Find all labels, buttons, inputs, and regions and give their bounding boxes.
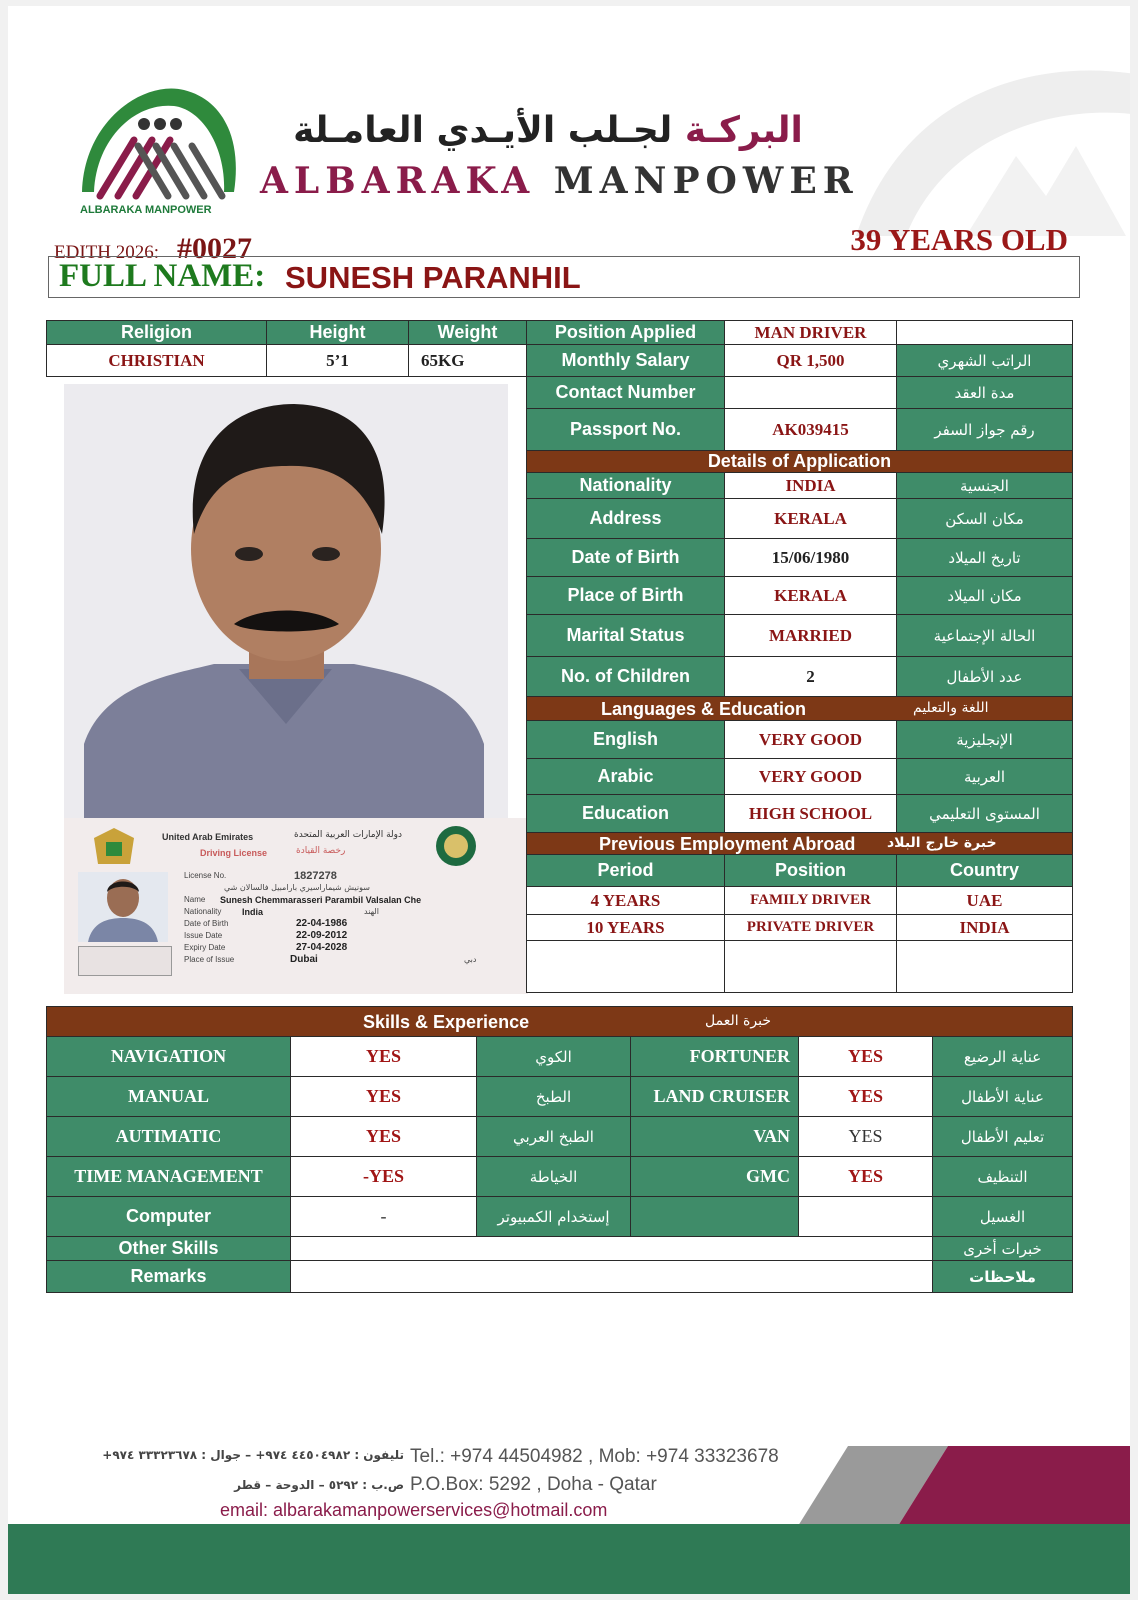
languages-section-title <box>527 697 1073 721</box>
vehicle-name <box>631 1197 799 1237</box>
remarks-label: Remarks <box>47 1261 291 1293</box>
employment-section-title <box>527 833 1073 855</box>
license-name-ar: سونيش شيماراسيري بارامبيل فالسالان شي <box>224 883 370 892</box>
cv-page <box>8 6 1130 1594</box>
footer-band <box>8 1524 1130 1594</box>
detail-value: 2 <box>725 657 897 697</box>
detail-label: Nationality <box>527 473 725 499</box>
detail-ar: الحالة الإجتماعية <box>897 615 1073 657</box>
uae-emblem-icon <box>84 824 144 868</box>
remarks-ar: ملاحظات <box>933 1261 1073 1293</box>
application-details-table <box>526 320 1073 993</box>
brand-en-main: ALBARAKA <box>260 160 536 202</box>
detail-value: KERALA <box>725 499 897 539</box>
license-field-name: Name <box>184 895 206 904</box>
language-label: Arabic <box>527 759 725 795</box>
license-nationality: India <box>242 907 264 917</box>
license-expiry-date: 27-04-2028 <box>296 942 348 953</box>
vehicle-value: YES <box>799 1037 933 1077</box>
license-place: Dubai <box>290 954 318 965</box>
detail-value: KERALA <box>725 577 897 615</box>
employment-period: 4 YEARS <box>527 887 725 915</box>
remarks-value <box>291 1261 933 1293</box>
license-field-issue: Issue Date <box>184 931 223 940</box>
skill-name: NAVIGATION <box>47 1037 291 1077</box>
skill-ar: تعليم الأطفال <box>933 1117 1073 1157</box>
skill-ar: الطبخ <box>477 1077 631 1117</box>
passport-label: Passport No. <box>527 409 725 451</box>
gcc-emblem-icon <box>420 824 492 868</box>
detail-ar: الجنسية <box>897 473 1073 499</box>
religion-value: CHRISTIAN <box>47 345 267 377</box>
religion-header: Religion <box>47 321 267 345</box>
language-ar: الإنجليزية <box>897 721 1073 759</box>
detail-value: INDIA <box>725 473 897 499</box>
position-applied-empty <box>897 321 1073 345</box>
languages-title-ar: اللغة والتعليم <box>913 700 989 716</box>
license-field-expiry: Expiry Date <box>184 943 226 952</box>
detail-ar: مكان الميلاد <box>897 577 1073 615</box>
language-ar: العربية <box>897 759 1073 795</box>
language-ar: المستوى التعليمي <box>897 795 1073 833</box>
monthly-salary-label: Monthly Salary <box>527 345 725 377</box>
license-place-ar: دبي <box>464 955 477 964</box>
detail-value: MARRIED <box>725 615 897 657</box>
skill-value: YES <box>291 1037 477 1077</box>
license-nationality-ar: الهند <box>364 907 379 916</box>
logo-caption: ALBARAKA MANPOWER <box>80 204 212 216</box>
employment-empty <box>725 941 897 993</box>
position-applied-label: Position Applied <box>527 321 725 345</box>
license-number: 1827278 <box>294 870 337 882</box>
footer-phone: Tel.: +974 44504982 , Mob: +974 33323678 <box>410 1446 779 1467</box>
skill-value: - <box>291 1197 477 1237</box>
license-holder-name: Sunesh Chemmarasseri Parambil Valsalan Che <box>220 895 422 905</box>
employment-empty <box>897 941 1073 993</box>
monthly-salary-ar: الراتب الشهري <box>897 345 1073 377</box>
license-dob: 22-04-1986 <box>296 918 348 929</box>
monthly-salary-value: QR 1,500 <box>725 345 897 377</box>
full-name-value: SUNESH PARANHIL <box>285 260 581 295</box>
license-issue-date: 22-09-2012 <box>296 930 348 941</box>
detail-label: No. of Children <box>527 657 725 697</box>
other-skills-value <box>291 1237 933 1261</box>
employment-empty <box>527 941 725 993</box>
license-photo <box>78 872 168 942</box>
skills-table <box>46 1006 1073 1293</box>
detail-ar: مكان السكن <box>897 499 1073 539</box>
employment-position: FAMILY DRIVER <box>725 887 897 915</box>
weight-value: 65KG <box>409 345 527 377</box>
license-field-license: License No. <box>184 871 227 880</box>
vehicle-value <box>799 1197 933 1237</box>
reference-number: #0027 <box>177 232 253 265</box>
contact-number-ar: مدة العقد <box>897 377 1073 409</box>
full-name-box <box>48 256 1080 298</box>
detail-value: 15/06/1980 <box>725 539 897 577</box>
vehicle-name: GMC <box>631 1157 799 1197</box>
footer-phone-ar: تليفون : ٤٤٥٠٤٩٨٢ ٩٧٤+ – جوال : ٣٣٣٢٣٦٧٨ ٩٧٤+ <box>102 1448 404 1462</box>
brand-name-english <box>260 160 859 202</box>
language-value: VERY GOOD <box>725 759 897 795</box>
height-header: Height <box>267 321 409 345</box>
period-header: Period <box>527 855 725 887</box>
license-title-ar: رخصة القيادة <box>296 846 346 856</box>
skill-value: -YES <box>291 1157 477 1197</box>
footer-pobox-ar: ص.ب : ٥٢٩٢ – الدوحة – قطر <box>234 1478 404 1492</box>
detail-label: Marital Status <box>527 615 725 657</box>
skills-section-title <box>47 1007 1073 1037</box>
skill-value: YES <box>291 1117 477 1157</box>
license-field-place: Place of Issue <box>184 955 235 964</box>
brand-ar-sub: لجـلب الأيـدي العامـلة <box>293 110 673 151</box>
detail-label: Place of Birth <box>527 577 725 615</box>
skill-name: Computer <box>47 1197 291 1237</box>
albaraka-logo <box>74 80 244 220</box>
weight-header: Weight <box>409 321 527 345</box>
other-skills-label: Other Skills <box>47 1237 291 1261</box>
passport-value: AK039415 <box>725 409 897 451</box>
watermark-logo <box>846 46 1130 236</box>
skills-title-ar: خبرة العمل <box>705 1013 771 1029</box>
vehicle-value: YES <box>799 1157 933 1197</box>
license-country-en: United Arab Emirates <box>162 832 254 842</box>
language-value: VERY GOOD <box>725 721 897 759</box>
language-label: Education <box>527 795 725 833</box>
employment-title-en: Previous Employment Abroad <box>599 834 856 854</box>
skill-name: TIME MANAGEMENT <box>47 1157 291 1197</box>
detail-label: Date of Birth <box>527 539 725 577</box>
skill-value: YES <box>291 1077 477 1117</box>
skill-ar: التنظيف <box>933 1157 1073 1197</box>
vehicle-value: YES <box>799 1117 933 1157</box>
applicant-photo <box>64 384 508 822</box>
age: 39 YEARS OLD <box>850 222 1068 257</box>
license-title-en: Driving License <box>200 848 268 858</box>
driving-license-image <box>64 818 528 994</box>
details-section-title: Details of Application <box>527 451 1073 473</box>
languages-title-en: Languages & Education <box>601 699 807 719</box>
footer-pobox: P.O.Box: 5292 , Doha - Qatar <box>410 1474 657 1495</box>
brand-ar-main: البركـة <box>684 110 803 151</box>
footer-email[interactable]: email: albarakamanpowerservices@hotmail.com <box>220 1500 608 1520</box>
license-field-nationality: Nationality <box>184 907 222 916</box>
brand-en-sub: MANPOWER <box>553 160 859 202</box>
skill-name: MANUAL <box>47 1077 291 1117</box>
other-skills-ar: خبرات أخرى <box>933 1237 1073 1261</box>
vehicle-value: YES <box>799 1077 933 1117</box>
license-stamp <box>78 946 172 976</box>
license-country-ar: دولة الإمارات العربية المتحدة <box>294 830 403 840</box>
employment-country: INDIA <box>897 915 1073 941</box>
license-field-dob: Date of Birth <box>184 919 229 928</box>
height-value: 5’1 <box>267 345 409 377</box>
basic-info-table <box>46 320 527 377</box>
brand-name-arabic <box>258 110 838 151</box>
skill-ar: الخياطة <box>477 1157 631 1197</box>
position-applied-value: MAN DRIVER <box>725 321 897 345</box>
country-header: Country <box>897 855 1073 887</box>
edition-label: EDITH 2026: <box>54 242 160 263</box>
position-header: Position <box>725 855 897 887</box>
full-name-label: FULL NAME: <box>59 258 266 294</box>
language-label: English <box>527 721 725 759</box>
vehicle-name: FORTUNER <box>631 1037 799 1077</box>
skill-ar: إستخدام الكمبيوتر <box>477 1197 631 1237</box>
passport-ar: رقم جواز السفر <box>897 409 1073 451</box>
contact-number-label: Contact Number <box>527 377 725 409</box>
skill-ar: عناية الأطفال <box>933 1077 1073 1117</box>
vehicle-name: VAN <box>631 1117 799 1157</box>
detail-label: Address <box>527 499 725 539</box>
skill-ar: الطبخ العربي <box>477 1117 631 1157</box>
skills-title-en: Skills & Experience <box>363 1012 530 1032</box>
detail-ar: تاريخ الميلاد <box>897 539 1073 577</box>
contact-number-value <box>725 377 897 409</box>
skill-ar: الكوي <box>477 1037 631 1077</box>
skill-ar: عناية الرضيع <box>933 1037 1073 1077</box>
employment-period: 10 YEARS <box>527 915 725 941</box>
vehicle-name: LAND CRUISER <box>631 1077 799 1117</box>
language-value: HIGH SCHOOL <box>725 795 897 833</box>
employment-country: UAE <box>897 887 1073 915</box>
footer-decoration <box>798 1446 1130 1526</box>
detail-ar: عدد الأطفال <box>897 657 1073 697</box>
skill-ar: الغسيل <box>933 1197 1073 1237</box>
employment-title-ar: خبرة خارج البلاد <box>887 835 997 851</box>
license-fields <box>184 870 514 966</box>
skill-name: AUTIMATIC <box>47 1117 291 1157</box>
employment-position: PRIVATE DRIVER <box>725 915 897 941</box>
